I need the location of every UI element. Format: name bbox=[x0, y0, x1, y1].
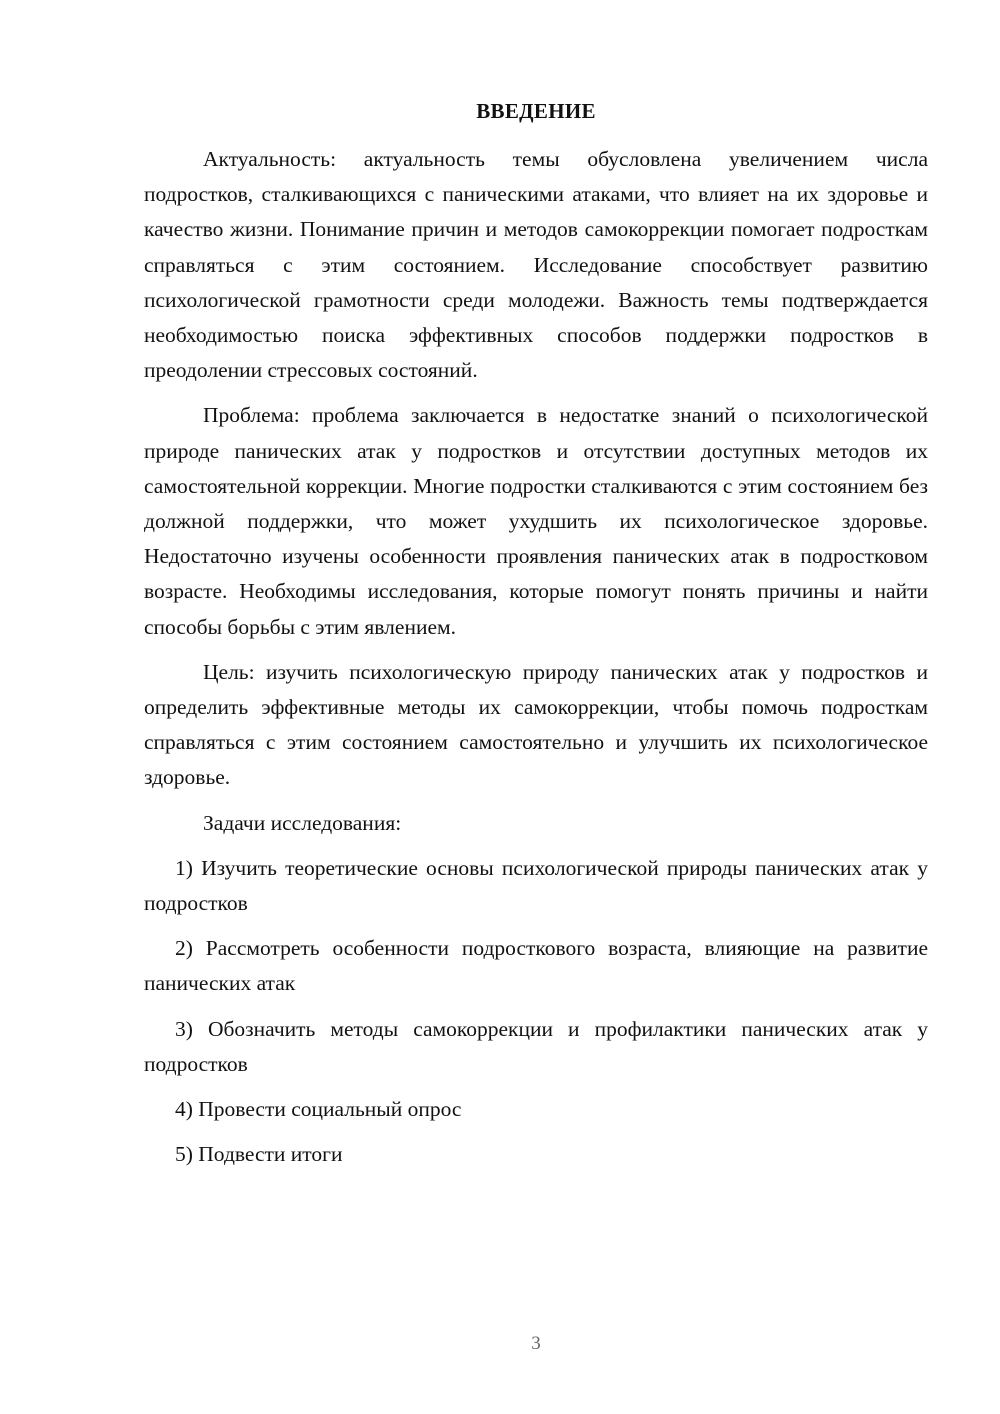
problem-paragraph: Проблема: проблема заключается в недостатке знаний о психологической природе панических атак у подростков и отсутствии доступных методов их самостоятельной коррекции. Многие подростки сталкиваются с этим состоянием без должной поддержки, что может ухудшить их психологическое здоровье. Недостаточно изучены особенности проявления панических атак в подростковом возрасте. Необходимы исследования, которые помогут понять причины и найти способы борьбы с этим явлением. bbox=[144, 403, 928, 639]
goal-paragraph: Цель: изучить психологическую природу панических атак у подростков и определить эффективные методы их самокоррекции, чтобы помочь подросткам справляться с этим состоянием самостоятельно и улучшить их психологическое здоровье. bbox=[144, 659, 928, 790]
document-body bbox=[144, 142, 928, 1182]
task-item-5: 5) Подвести итоги bbox=[175, 1142, 343, 1167]
task-item-3: 3) Обозначить методы самокоррекции и профилактики панических атак у подростков bbox=[144, 1016, 928, 1076]
section-title: ВВЕДЕНИЕ bbox=[476, 99, 596, 123]
task-item-2: 2) Рассмотреть особенности подросткового возраста, влияющие на развитие панических атак bbox=[144, 936, 928, 996]
tasks-heading: Задачи исследования: bbox=[203, 810, 402, 835]
relevance-paragraph: Актуальность: актуальность темы обусловлена увеличением числа подростков, сталкивающихся с паническими атаками, что влияет на их здоровье и качество жизни. Понимание причин и методов самокоррекции помогает подросткам справляться с этим состоянием. Исследование способствует развитию психологической грамотности среди молодежи. Важность темы подтверждается необходимостью поиска эффективных способов поддержки подростков в преодолении стрессовых состояний. bbox=[144, 147, 928, 383]
page-number: 3 bbox=[531, 1333, 541, 1354]
task-item-1: 1) Изучить теоретические основы психологической природы панических атак у подростков bbox=[144, 855, 928, 916]
task-item-4: 4) Провести социальный опрос bbox=[175, 1097, 462, 1122]
